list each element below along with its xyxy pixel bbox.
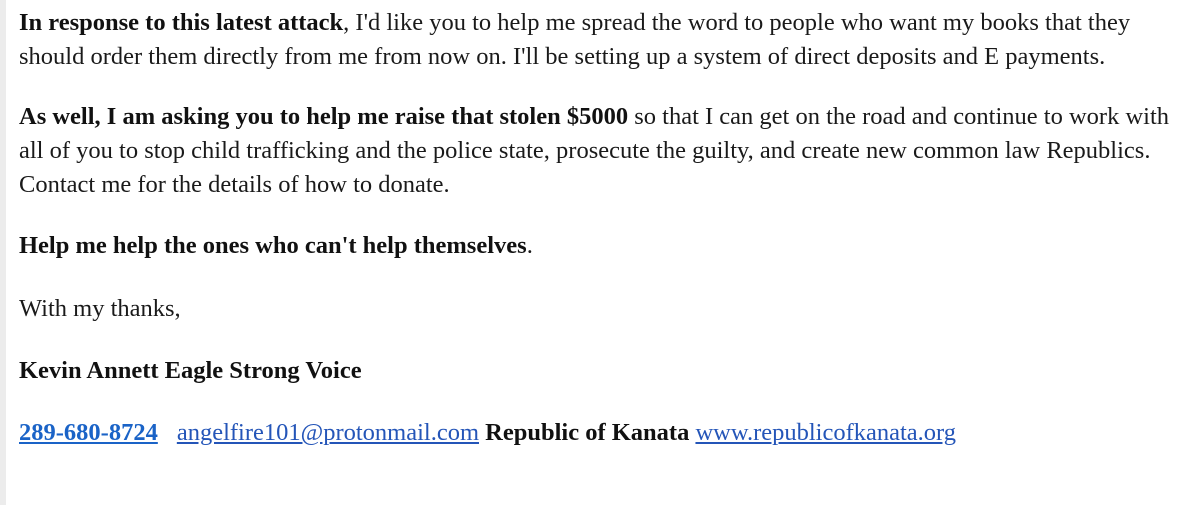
paragraph-fundraising: [19, 100, 1184, 202]
paragraph-2-text: so that I can get on the road and continue to work with all of you to stop child trafficking and the police state, prosecute the guilty, and create new common law Republics. Contact me for the details of how to donate.: [19, 103, 1170, 198]
signature-line: [19, 354, 1184, 388]
website-link[interactable]: www.republicofkanata.org: [695, 419, 957, 446]
paragraph-1-bold-lead: In response to this latest attack: [19, 9, 344, 36]
contact-line: [19, 416, 1184, 450]
email-link[interactable]: angelfire101@protonmail.com: [176, 419, 480, 446]
signature-name: Kevin Annett Eagle Strong Voice: [19, 357, 362, 384]
email-body: [19, 6, 1184, 450]
republic-label: Republic of Kanata: [485, 419, 690, 446]
paragraph-books-ordering: [19, 6, 1184, 74]
closing-line: With my thanks,: [19, 295, 181, 322]
left-edge-strip: [0, 0, 6, 505]
paragraph-1-text: , I'd like you to help me spread the word to people who want my books that they should order them directly from me from now on. I'll be setting up a system of direct deposits and E payments.: [19, 9, 1131, 70]
paragraph-help-appeal: [19, 229, 1184, 263]
paragraph-3-bold-lead: Help me help the ones who can't help themselves: [19, 232, 527, 259]
paragraph-3-text: .: [526, 232, 533, 259]
phone-link[interactable]: 289-680-8724: [19, 419, 158, 446]
paragraph-2-bold-lead: As well, I am asking you to help me raise that stolen $5000: [19, 103, 629, 130]
